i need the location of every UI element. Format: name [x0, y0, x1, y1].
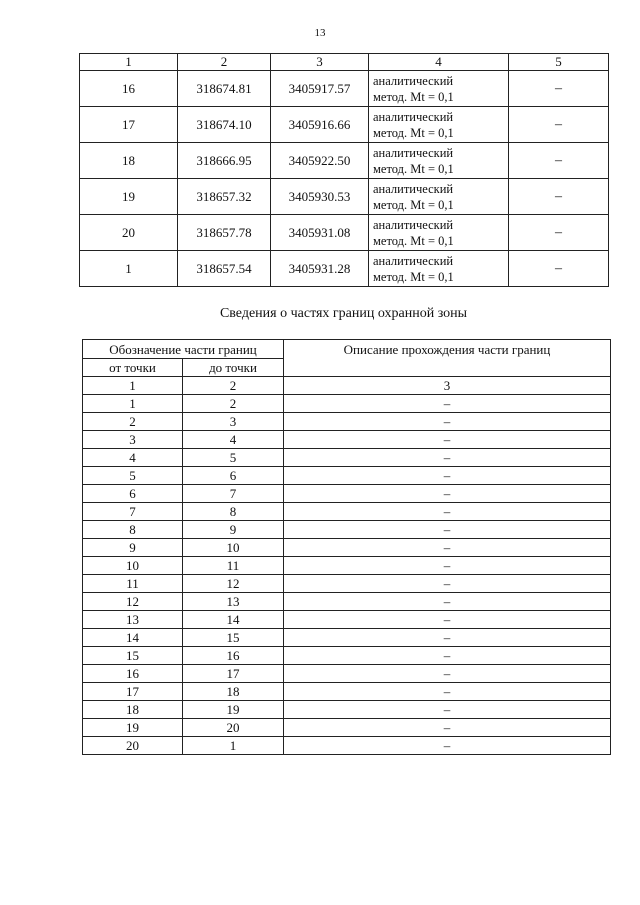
- boundary-description: –: [284, 539, 611, 557]
- method-line-1: аналитический: [373, 253, 454, 268]
- table-row: [83, 485, 611, 503]
- method-line-2: метод. Mt = 0,1: [373, 89, 454, 104]
- coordinate-x: 318657.32: [178, 179, 271, 215]
- to-point: 2: [183, 395, 284, 413]
- method-line-2: метод. Mt = 0,1: [373, 161, 454, 176]
- table-row: [83, 467, 611, 485]
- to-point: 15: [183, 629, 284, 647]
- from-point: 3: [83, 431, 183, 449]
- boundary-description: –: [284, 467, 611, 485]
- boundary-description: –: [284, 395, 611, 413]
- from-point: 6: [83, 485, 183, 503]
- boundary-description: –: [284, 557, 611, 575]
- method-line-1: аналитический: [373, 217, 454, 232]
- to-point: 9: [183, 521, 284, 539]
- to-point: 7: [183, 485, 284, 503]
- parts-table-group-header-row: [83, 340, 611, 359]
- table-row: [83, 683, 611, 701]
- column-number-5: 5: [509, 54, 609, 71]
- column-number-4: 4: [369, 54, 509, 71]
- table-row: [83, 449, 611, 467]
- page-number: 13: [314, 27, 326, 39]
- boundary-description: –: [284, 413, 611, 431]
- table-row: [83, 539, 611, 557]
- from-point: 18: [83, 701, 183, 719]
- point-number: 1: [80, 251, 178, 287]
- boundary-parts-table: [82, 339, 611, 755]
- method-line-2: метод. Mt = 0,1: [373, 233, 454, 248]
- to-point: 17: [183, 665, 284, 683]
- from-point: 20: [83, 737, 183, 755]
- boundary-description: –: [284, 431, 611, 449]
- determination-method: [369, 107, 509, 143]
- coordinate-y: 3405916.66: [271, 107, 369, 143]
- to-point: 13: [183, 593, 284, 611]
- table-row: [80, 215, 609, 251]
- determination-method: [369, 71, 509, 107]
- table-row: [83, 737, 611, 755]
- boundary-description-header: Описание прохождения части границ: [284, 340, 611, 377]
- boundary-description: –: [284, 701, 611, 719]
- from-point: 9: [83, 539, 183, 557]
- boundary-description: –: [284, 485, 611, 503]
- table-row: [83, 575, 611, 593]
- to-point: 18: [183, 683, 284, 701]
- method-line-1: аналитический: [373, 73, 454, 88]
- to-point: 3: [183, 413, 284, 431]
- boundary-description: –: [284, 629, 611, 647]
- from-point: 8: [83, 521, 183, 539]
- coordinate-x: 318657.54: [178, 251, 271, 287]
- method-line-2: метод. Mt = 0,1: [373, 125, 454, 140]
- to-point: 20: [183, 719, 284, 737]
- table-row: [83, 611, 611, 629]
- table-row: [80, 143, 609, 179]
- table-row: [83, 431, 611, 449]
- point-number: 19: [80, 179, 178, 215]
- table-row: [80, 71, 609, 107]
- from-point: 15: [83, 647, 183, 665]
- method-line-2: метод. Mt = 0,1: [373, 269, 454, 284]
- section-title: Сведения о частях границ охранной зоны: [219, 306, 468, 321]
- boundary-description: –: [284, 503, 611, 521]
- parts-table-numbering-row: [83, 377, 611, 395]
- to-point: 16: [183, 647, 284, 665]
- from-point: 16: [83, 665, 183, 683]
- table-row: [83, 647, 611, 665]
- coordinate-y: 3405931.08: [271, 215, 369, 251]
- determination-method: [369, 215, 509, 251]
- from-point: 12: [83, 593, 183, 611]
- determination-method: [369, 251, 509, 287]
- to-point: 11: [183, 557, 284, 575]
- from-point: 10: [83, 557, 183, 575]
- from-point: 1: [83, 395, 183, 413]
- method-line-1: аналитический: [373, 109, 454, 124]
- table-row: [83, 395, 611, 413]
- table-row: [83, 701, 611, 719]
- boundary-description: –: [284, 521, 611, 539]
- boundary-description: –: [284, 647, 611, 665]
- from-point: 4: [83, 449, 183, 467]
- coordinate-y: 3405930.53: [271, 179, 369, 215]
- column-number-3: 3: [284, 377, 611, 395]
- to-point-header: до точки: [183, 359, 284, 377]
- to-point: 5: [183, 449, 284, 467]
- boundary-part-designation-header: Обозначение части границ: [83, 340, 284, 359]
- to-point: 14: [183, 611, 284, 629]
- to-point: 6: [183, 467, 284, 485]
- from-point: 14: [83, 629, 183, 647]
- coordinate-y: 3405931.28: [271, 251, 369, 287]
- point-number: 16: [80, 71, 178, 107]
- table-row: [83, 629, 611, 647]
- determination-method: [369, 143, 509, 179]
- table-row: [83, 521, 611, 539]
- coordinates-table: [79, 53, 609, 287]
- point-description: –: [509, 143, 609, 179]
- coordinate-x: 318674.10: [178, 107, 271, 143]
- table-row: [80, 107, 609, 143]
- to-point: 1: [183, 737, 284, 755]
- column-number-3: 3: [271, 54, 369, 71]
- table-row: [80, 179, 609, 215]
- point-description: –: [509, 71, 609, 107]
- boundary-description: –: [284, 737, 611, 755]
- point-description: –: [509, 107, 609, 143]
- table-row: [80, 251, 609, 287]
- point-number: 20: [80, 215, 178, 251]
- point-description: –: [509, 215, 609, 251]
- to-point: 19: [183, 701, 284, 719]
- column-number-2: 2: [183, 377, 284, 395]
- point-number: 18: [80, 143, 178, 179]
- boundary-description: –: [284, 683, 611, 701]
- coordinate-y: 3405922.50: [271, 143, 369, 179]
- coordinate-x: 318674.81: [178, 71, 271, 107]
- to-point: 8: [183, 503, 284, 521]
- boundary-description: –: [284, 719, 611, 737]
- point-description: –: [509, 179, 609, 215]
- determination-method: [369, 179, 509, 215]
- from-point: 11: [83, 575, 183, 593]
- from-point: 5: [83, 467, 183, 485]
- from-point-header: от точки: [83, 359, 183, 377]
- boundary-description: –: [284, 611, 611, 629]
- coordinates-table-header: [80, 54, 609, 71]
- point-description: –: [509, 251, 609, 287]
- coordinate-x: 318657.78: [178, 215, 271, 251]
- from-point: 13: [83, 611, 183, 629]
- boundary-description: –: [284, 665, 611, 683]
- method-line-2: метод. Mt = 0,1: [373, 197, 454, 212]
- boundary-description: –: [284, 575, 611, 593]
- column-number-2: 2: [178, 54, 271, 71]
- table-row: [83, 665, 611, 683]
- point-number: 17: [80, 107, 178, 143]
- table-row: [83, 557, 611, 575]
- coordinate-y: 3405917.57: [271, 71, 369, 107]
- column-number-1: 1: [83, 377, 183, 395]
- from-point: 2: [83, 413, 183, 431]
- from-point: 19: [83, 719, 183, 737]
- table-row: [83, 413, 611, 431]
- boundary-description: –: [284, 449, 611, 467]
- method-line-1: аналитический: [373, 145, 454, 160]
- to-point: 10: [183, 539, 284, 557]
- coordinate-x: 318666.95: [178, 143, 271, 179]
- column-number-1: 1: [80, 54, 178, 71]
- boundary-description: –: [284, 593, 611, 611]
- table-row: [83, 503, 611, 521]
- to-point: 4: [183, 431, 284, 449]
- table-row: [83, 719, 611, 737]
- from-point: 7: [83, 503, 183, 521]
- from-point: 17: [83, 683, 183, 701]
- to-point: 12: [183, 575, 284, 593]
- table-row: [83, 593, 611, 611]
- method-line-1: аналитический: [373, 181, 454, 196]
